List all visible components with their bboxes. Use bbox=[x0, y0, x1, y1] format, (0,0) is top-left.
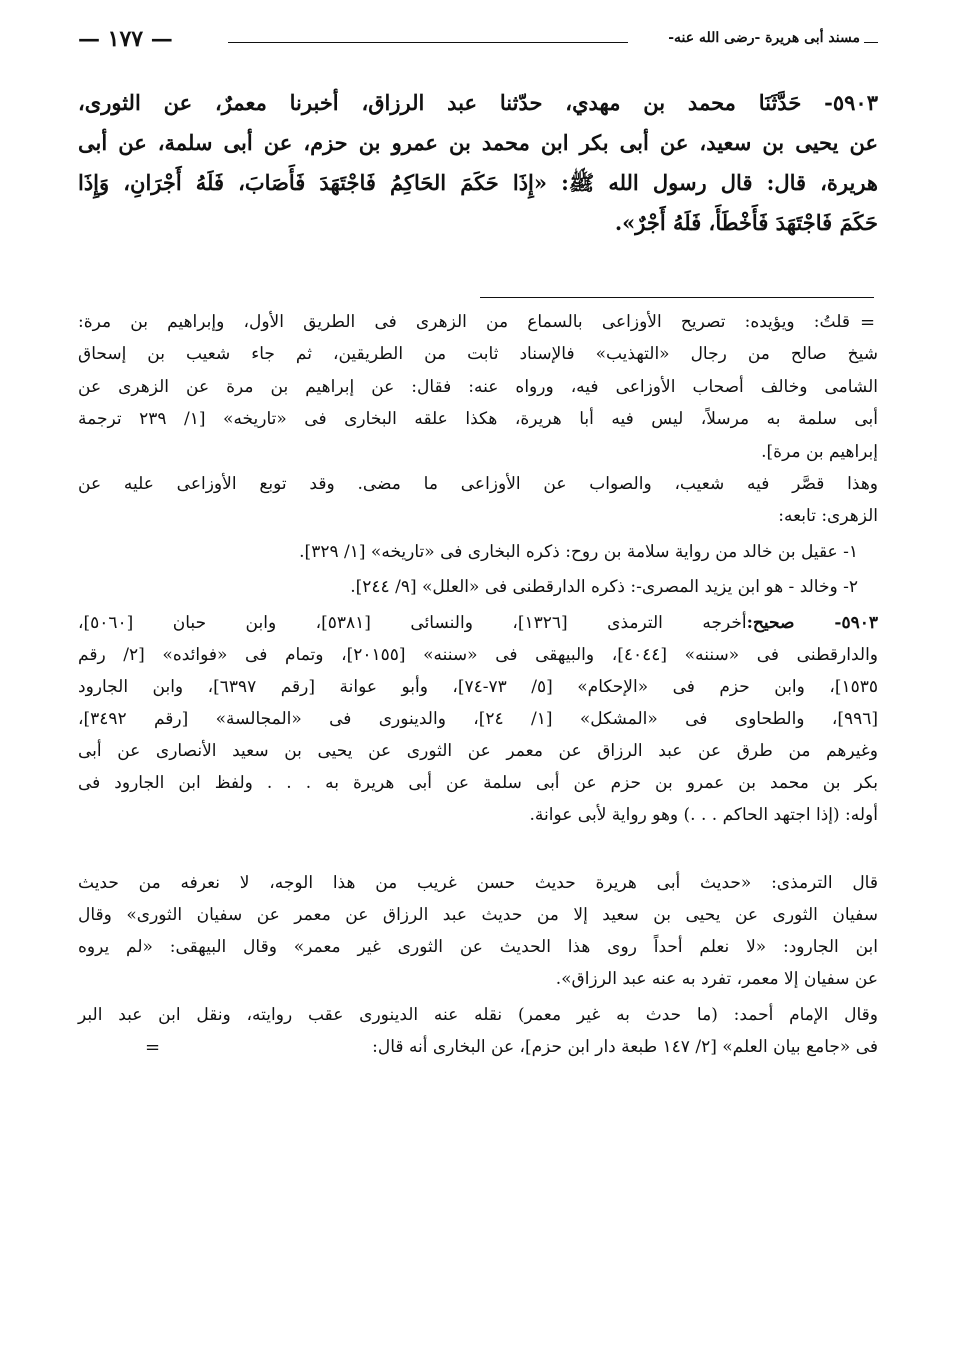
running-title: مسند أبى هريرة -رضى الله عنه- bbox=[662, 30, 860, 46]
footnote-line bbox=[78, 613, 878, 633]
footnote-line: فى «جامع بيان العلم» [٢/ ١٤٧ طبعة دار ابن حزم]، عن البخارى أنه قال: bbox=[372, 1037, 878, 1057]
footnote-line: [٩٩٦]، والطحاوى فى «المشكل» [١/ ٢٤]، والدينورى فى «المجالسة» [رقم ٣٤٩٢]، bbox=[78, 709, 879, 729]
footnote-line: ١٥٣٥]، وابن حزم فى «الإحكام» [٥/ ٧٣-٧٤]، وأبو عوانة [رقم ٦٣٩٧]، وابن الجارود bbox=[78, 677, 878, 697]
page-number: — ١٧٧ — bbox=[78, 26, 173, 52]
header-dash bbox=[864, 42, 878, 43]
continuation-marker: = bbox=[860, 312, 876, 333]
list-item: ٢- وخالد - هو ابن يزيد المصرى-: ذكره الدارقطنى فى «العلل» [٩/ ٢٤٤]. bbox=[350, 577, 858, 597]
footnote-line: وهذا قصَّر فيه شعيب، والصواب عن الأوزاعى ما مضى. وقد توبع الأوزاعى عليه عن bbox=[78, 474, 878, 494]
hadith-line: هريرة، قال: قال رسول الله ﷺ: «إِذَا حَكَمَ الحَاكِمُ فَاجْتَهَدَ فَأَصَابَ، فَلَهُ أَجْرَانِ، وَإِذَا bbox=[78, 170, 878, 195]
takhrij-text: أخرجه الترمذى [١٣٢٦]، والنسائى [٥٣٨١]، وابن حبان [٥٠٦٠]، bbox=[78, 613, 747, 633]
hadith-line bbox=[78, 90, 878, 115]
hadith-line: عن يحيى بن سعيد، عن أبى بكر ابن محمد بن عمرو بن حزم، عن أبى سلمة، عن أبى bbox=[78, 130, 878, 155]
footnote-line: عن سفيان إلا معمر، تفرد به عنه عبد الرزاق». bbox=[555, 969, 878, 989]
footnote-separator bbox=[480, 297, 874, 298]
footnote-line: أبى سلمة به مرسلاً، ليس فيه أبا هريرة، هكذا علقه البخارى فى «تاريخه» [١/ ٢٣٩ ترجمة bbox=[78, 409, 878, 429]
footnote-line: إبراهيم بن مرة]. bbox=[761, 442, 878, 462]
footnote-line: وقال الإمام أحمد: (ما حدث به غير معمر) نقله عنه الدينورى عقب روايته، ونقل ابن عبد البر bbox=[78, 1005, 878, 1025]
footnote-line: قلتُ: ويؤيده: تصريح الأوزاعى بالسماع من الزهرى فى الطريق الأول، وإبراهيم بن مرة: bbox=[78, 312, 850, 332]
footnote-line: الزهرى: تابعه: bbox=[778, 506, 878, 526]
footnote-line: أوله: (إذا اجتهد الحاكم . . .) وهو رواية لأبى عوانة. bbox=[529, 805, 878, 825]
hadith-line: حَكَمَ فَاجْتَهَدَ فَأَخْطَأَ، فَلَهُ أَجْرٌ». bbox=[614, 210, 878, 235]
footnote-line: بكر بن محمد بن عمرو بن حزم عن أبى سلمة عن أبى هريرة به . . . ولفظ ابن الجارود فى bbox=[78, 773, 878, 793]
footnote-line: الشامى وخالف أصحاب الأوزاعى فيه، ورواه عنه: فقال: عن إبراهيم بن مرة عن الزهرى عن bbox=[78, 377, 878, 397]
footnote-line: وغيرهم من طرق عن عبد الرزاق عن معمر عن الثورى عن يحيى بن سعيد الأنصارى عن أبى bbox=[78, 741, 878, 761]
footnote-line: ابن الجارود: «لا نعلم أحداً روى هذا الحديث عن الثورى غير معمر» وقال البيهقى: «لم يروه bbox=[78, 937, 878, 957]
list-item: ١- عقيل بن خالد من رواية سلامة بن روح: ذكره البخارى فى «تاريخه» [١/ ٣٢٩]. bbox=[299, 542, 858, 562]
footnote-line: قال الترمذى: «حديث أبى هريرة حديث حسن غريب من هذا الوجه، لا نعرفه من حديث bbox=[78, 873, 878, 893]
footnote-line: والدارقطنى فى «سننه» [٤٠٤٤]، والبيهقى فى «سننه» [٢٠١٥٥]، وتمام فى «فوائده» [٢/ رقم bbox=[78, 645, 879, 665]
footnote-line: سفيان الثورى عن يحيى بن سعيد إلا من حديث عبد الرزاق عن معمر عن سفيان الثورى» وقال bbox=[78, 905, 878, 925]
header-rule bbox=[228, 42, 628, 43]
running-header bbox=[78, 28, 878, 58]
footnote-line: شيخ صالح من رجال «التهذيب» فالإسناد ثابت من الطريقين، ثم جاء شعيب بن إسحاق bbox=[78, 344, 878, 364]
takhrij-label: ٥٩٠٣- صحيح: bbox=[746, 613, 878, 633]
hadith-text: حَدَّثَنَا محمد بن مهدي، حدّثنا عبد الرزاق، أخبرنا معمرٌ، عن الثورى، bbox=[78, 90, 802, 115]
hadith-number: ٥٩٠٣- bbox=[824, 90, 878, 115]
continuation-marker-end: = bbox=[145, 1037, 161, 1058]
